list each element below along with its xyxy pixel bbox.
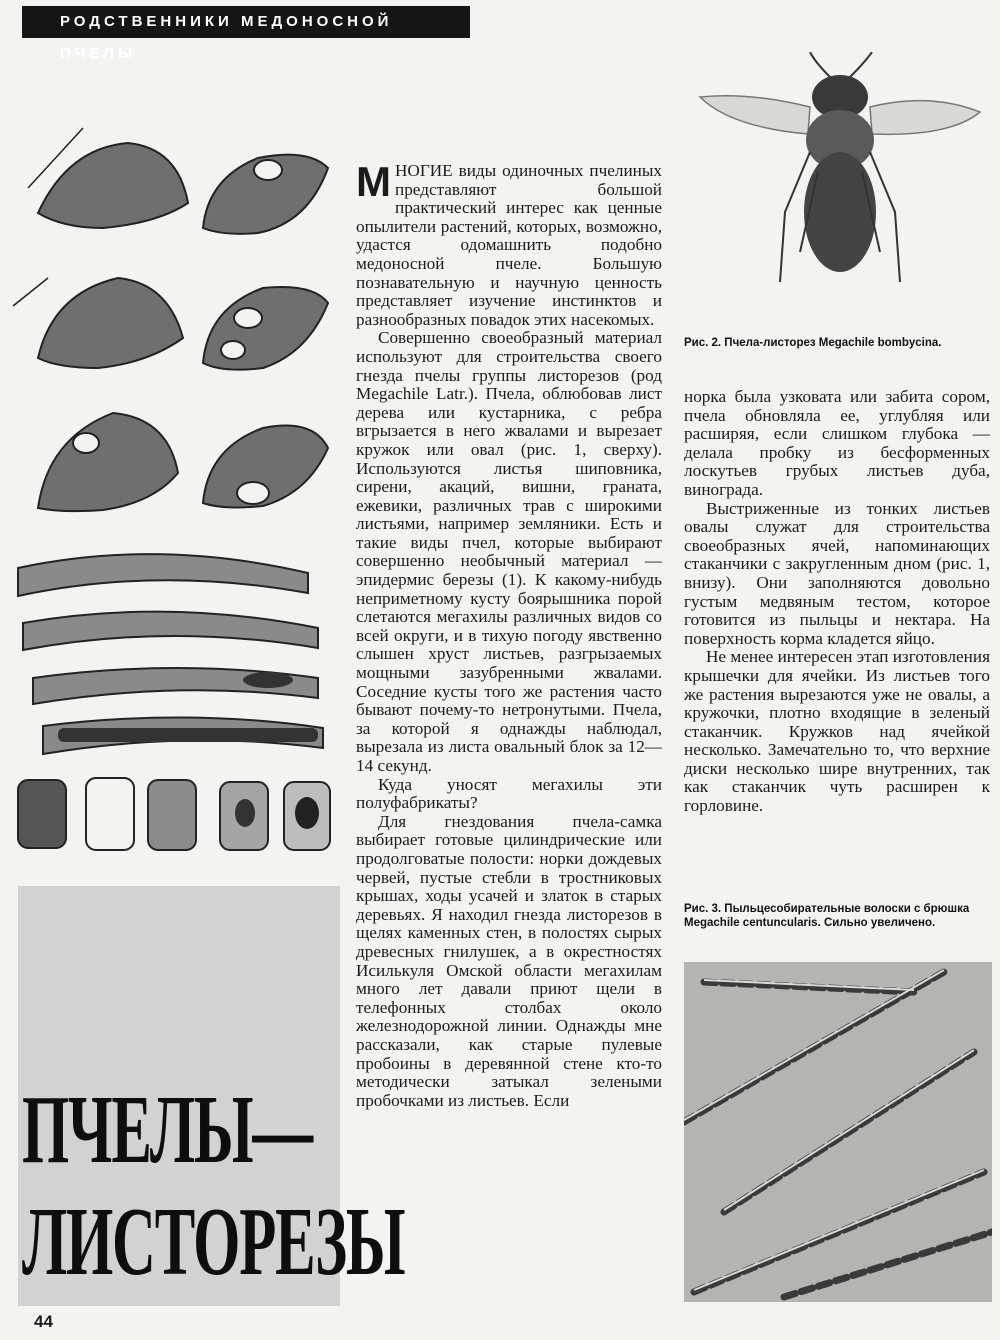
paragraph-3: Куда уносят мегахилы эти полуфабрикаты? <box>356 774 662 813</box>
figure-1-illustration <box>8 118 338 868</box>
drop-cap: М <box>356 158 391 205</box>
paragraph-6: Выстриженные из тонких листьев овалы служат для строительства своеобразных ячей, напоминающих стаканчики с закругленным дном (рис. 1, внизу). Они заполняются довольно густым медвяным тестом, которое готовится из пыльцы и нектара. На поверхность корма кладется яйцо. <box>684 498 990 648</box>
paragraph-5: норка была узковата или забита сором, пчела обновляла ее, углубляя или расширяя, если слишком глубока — делала пробку из бесформенных лоскутьев грубых листьев дуба, винограда. <box>684 387 990 499</box>
figure-2-bee-illustration <box>690 52 990 297</box>
paragraph-2: Совершенно своеобразный материал используют для строительства своего гнезда пчелы группы листорезов (род Megachile Latr.). Пчела, облюбовав лист дерева или кустарника, с ребра вгрызается в него жвалами и вырезает кружок или овал (рис. 1, сверху). Используются листья шиповника, сирени, акаций, вишни, граната, ежевики, различных трав с широкими листьями, например земляники. Есть и такие виды пчел, которые выбирают совершенно необычный материал — эпидермис березы (1). К какому-нибудь неприметному кусту боярышника порой слетаются мегахилы различных видов со всей округи, и в тихую погоду явственно слышен хруст листьев, разгрызаемых мощными зазубренными жвалами. Соседние кусты того же растения часто бывают почему-то нетронутыми. Пчела, за которой я однажды наблюдал, вырезала из листа овальный блок за 12—14 секунд. <box>356 328 662 775</box>
paragraph-4: Для гнездования пчела-самка выбирает готовые цилиндрические или продолговатые полости: норки дождевых червей, пустые стебли в тростниковых крышах, ходы усачей и златок в старых деревьях. Я находил гнезда листорезов в щелях каменных стен, в полостях сырых древесных гнилушек, а в окрестностях Исилькуля Омской области мегахилам много лет давали приют щели в телефонных столбах около железнодорожной линии. Однажды мне рассказали, как старые пулевые пробоины в деревянной стене кто-то методически затыкал зелеными пробочками из листьев. Если <box>356 811 662 1110</box>
article-title-line-1: ПЧЕЛЫ— <box>22 1076 312 1184</box>
article-title-line-2: ЛИСТОРЕЗЫ <box>22 1188 405 1296</box>
middle-column <box>356 158 662 1110</box>
paragraph-7: Не менее интересен этап изготовления крышечки для ячейки. Из листьев того же растения вырезаются уже не овалы, а кружочки, плотно входящие в зеленый стаканчик. Кружков над ячейкой несколько. Замечательно то, что верхние диски несколько шире внутренних, так как стаканчик чуть расширен к горловине. <box>684 647 990 816</box>
paragraph-1: МНОГИЕ виды одиночных пчелиных представляют большой практический интерес как ценные опылители растений, которых, возможно, удастся одомашнить подобно медоносной пчеле. Большую познавательную и научную ценность представляет изучение инстинктов и разнообразных повадок этих насекомых. <box>356 158 662 329</box>
figure-3-caption: Рис. 3. Пыльцесобирательные волоски с брюшка Megachile centuncularis. Сильно увеличено. <box>684 903 970 929</box>
figure-2-caption: Рис. 2. Пчела-листорез Megachile bombycina. <box>684 337 942 349</box>
page-number: 44 <box>34 1312 53 1331</box>
figure-3-hairs-photo <box>684 962 992 1302</box>
right-column <box>684 388 990 816</box>
section-banner: РОДСТВЕННИКИ МЕДОНОСНОЙ ПЧЕЛЫ <box>22 6 470 38</box>
